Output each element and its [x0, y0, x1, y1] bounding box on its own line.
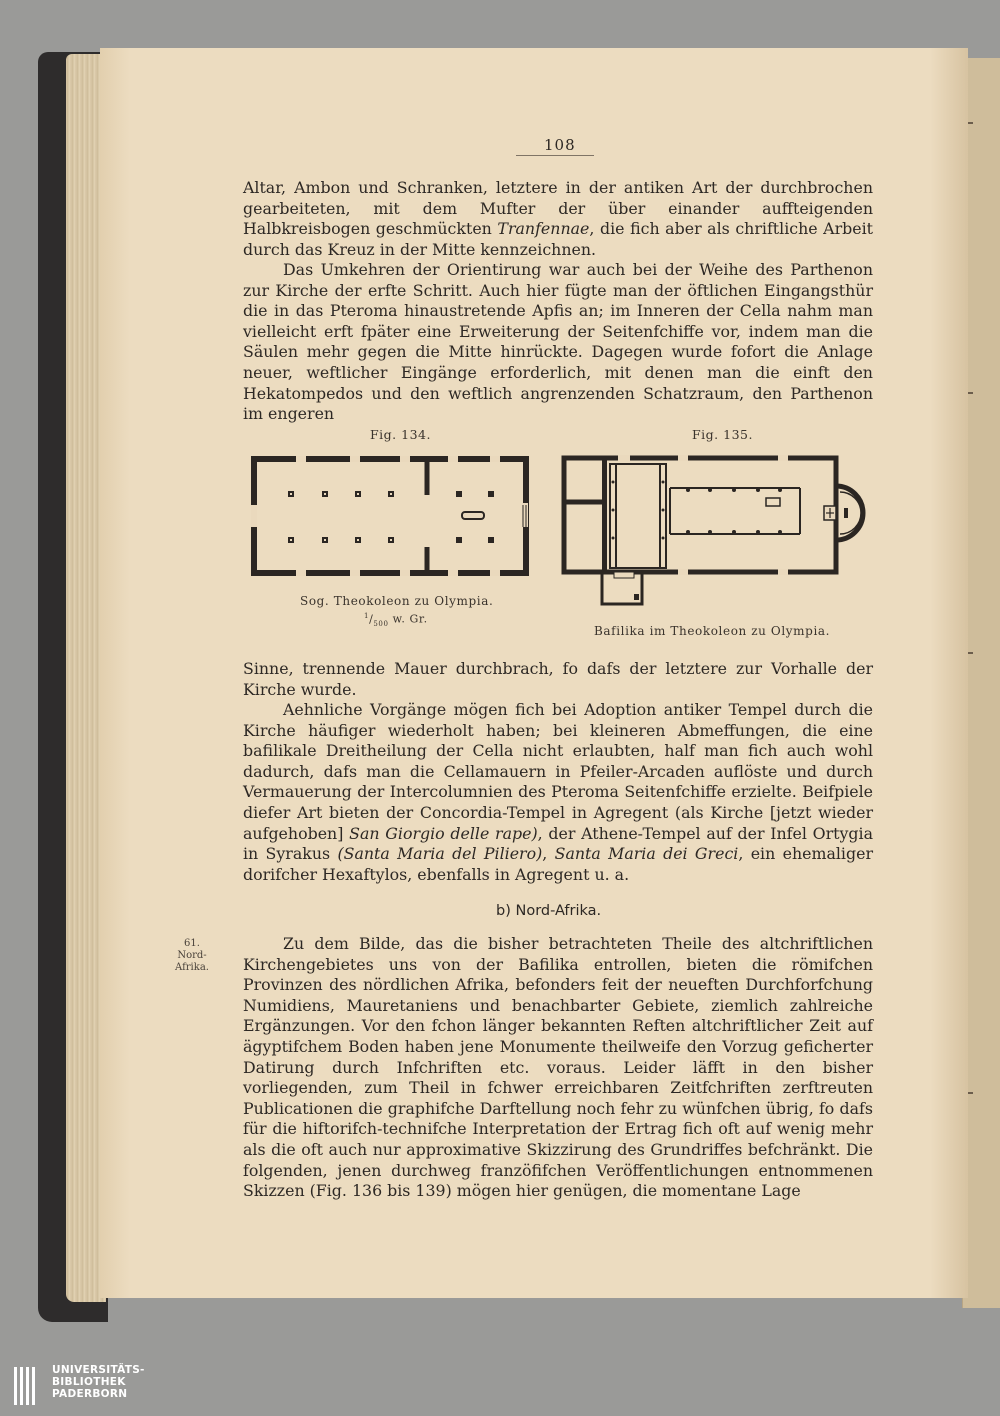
paragraph-5: Zu dem Bilde, das die bisher betrachteten Theile des altchriftlichen Kirchengebietes uns von der Bafilika entrollen, bieten die römifchen Provinzen des nördlichen Afrika, befonders feit der neueften Durchforfchung Numidiens, Mauretaniens und benachbarter Gebiete, ziemlich zahlreiche Ergänzungen. Vor den fchon länger bekannten Reften altchriftlicher Zeit auf ägyptifchem Boden haben jene Monumente theilweife den Vorzug geficherter Datirung durch Infchriften etc. voraus. Leider läfft in den bisher vorliegenden, zum Theil in fchwer erreichbaren Zeitfchriften zerftreuten Publicationen die graphifche Darftellung noch fehr zu wünfchen übrig, fo dafs für die hiftorifch-technifche Interpretation der Ertrag fich oft auf wenig mehr als die oft auch nur approximative Skizzirung des Grundriffes befchränkt. Die folgenden, jenen durchweg franzöfifchen Veröffentlichungen entnommenen Skizzen (Fig. 136 bis 139) mögen hier genügen, die momentane Lage — [243, 934, 873, 1201]
section-heading: b) Nord-Afrika. — [496, 903, 602, 919]
fig-134-label: Fig. 134. — [370, 427, 431, 442]
fig-134-scale: $^1/_{500}$ w. Gr. — [364, 612, 428, 628]
fig-134-caption: Sog. Theokoleon zu Olympia. — [300, 594, 494, 608]
paragraph-3: Sinne, trennende Mauer durchbrach, fo dafs der letztere zur Vorhalle der Kirche wurde. — [243, 659, 873, 699]
paragraph-1: Altar, Ambon und Schranken, letztere in der antiken Art der durchbrochen gearbeiteten, mit dem Mufter der über einander auffteigenden Halbkreisbogen geschmückten Tranfennae, die fich aber als chriftliche Arbeit durch das Kreuz in der Mitte kennzeichnen. — [243, 178, 873, 259]
paragraph-4: Aehnliche Vorgänge mögen fich bei Adoption antiker Tempel durch die Kirche häufiger wiederholt haben; bei kleineren Abmeffungen, die eine bafilikale Dreitheilung der Cella nicht erlaubten, half man fich auch wohl dadurch, dafs man die Cellamauern in Pfeiler-Arcaden auflöste und durch Vermauerung der Intercolumnien des Pteroma Seitenfchiffe erzielte. Beifpiele diefer Art bieten der Concordia-Tempel in Agregent (als Kirche [jetzt wieder aufgehoben] San Giorgio delle rape), der Athene-Tempel auf der Infel Ortygia in Syrakus (Santa Maria del Piliero), Santa Maria dei Greci, ein ehemaliger dorifcher Hexaftylos, ebenfalls in Agregent u. a. — [243, 700, 873, 884]
library-logo-text: UNIVERSITÄTS- BIBLIOTHEK PADERBORN — [52, 1364, 145, 1400]
page-number-rule — [516, 155, 594, 156]
fig-135-floor-plan — [558, 452, 870, 612]
paragraph-2: Das Umkehren der Orientirung war auch bei der Weihe des Parthenon zur Kirche der erfte Schritt. Auch hier fügte man der öftlichen Eingangsthür die in das Pteroma hinaustretende Apfis an; im Inneren der Cella nahm man vielleicht erft fpäter eine Erweiterung der Seitenfchiffe vor, indem man die Säulen mehr gegen die Mitte hinrückte. Dagegen wurde fofort die Anlage neuer, weftlicher Eingänge erforderlich, mit denen man die einft den Hekatompedos und den weftlich angrenzenden Schatzraum, den Parthenon im engeren — [243, 260, 873, 424]
fig-134-floor-plan — [250, 455, 532, 579]
library-logo-icon — [14, 1367, 54, 1407]
fig-135-label: Fig. 135. — [692, 427, 753, 442]
fig-135-caption: Bafilika im Theokoleon zu Olympia. — [594, 624, 831, 638]
page-number: 108 — [544, 136, 576, 154]
margin-note: 61. Nord- Afrika. — [175, 938, 209, 973]
